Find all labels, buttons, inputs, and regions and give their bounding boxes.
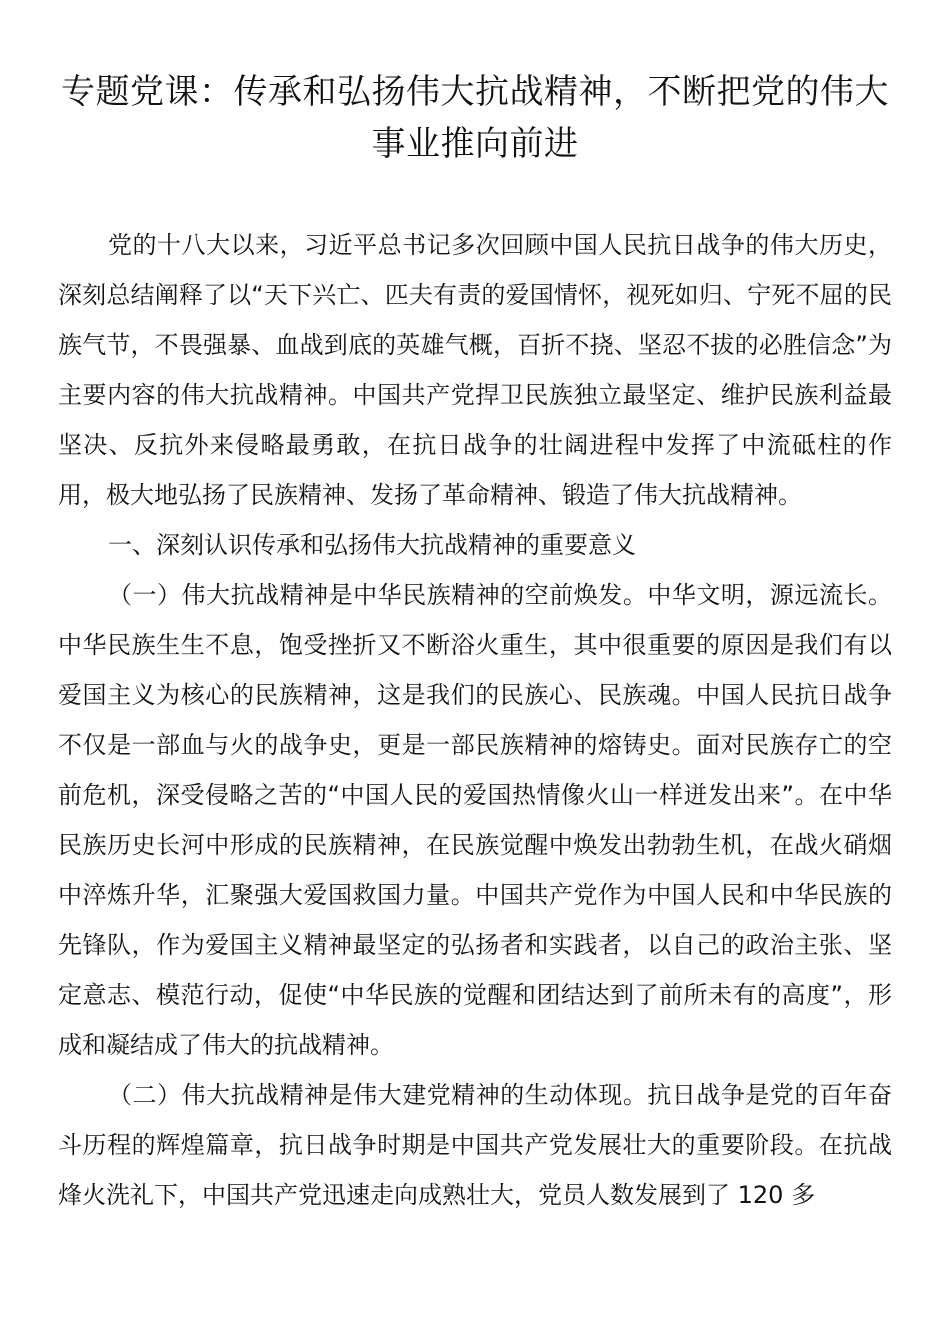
document-title: 专题党课：传承和弘扬伟大抗战精神，不断把党的伟大事业推向前进	[61, 72, 889, 164]
document-body	[58, 220, 892, 1220]
section-heading-1: 一、深刻认识传承和弘扬伟大抗战精神的重要意义	[108, 531, 636, 559]
paragraph-1-1: （一）伟大抗战精神是中华民族精神的空前焕发。中华文明，源远流长。中华民族生生不息，饱受挫折又不断浴火重生，其中很重要的原因是我们有以爱国主义为核心的民族精神，这是我们的民族心、民族魂。中国人民抗日战争不仅是一部血与火的战争史，更是一部民族精神的熔铸史。面对民族存亡的空前危机，深受侵略之苦的“中国人民的爱国热情像火山一样迸发出来”。在中华民族历史长河中形成的民族精神，在民族觉醒中焕发出勃勃生机，在战火硝烟中淬炼升华，汇聚强大爱国救国力量。中国共产党作为中国人民和中华民族的先锋队，作为爱国主义精神最坚定的弘扬者和实践者，以自己的政治主张、坚定意志、模范行动，促使“中华民族的觉醒和团结达到了前所未有的高度”，形成和凝结成了伟大的抗战精神。	[58, 581, 892, 1059]
paragraph-1-2: （二）伟大抗战精神是伟大建党精神的生动体现。抗日战争是党的百年奋斗历程的辉煌篇章，抗日战争时期是中国共产党发展壮大的重要阶段。在抗战烽火洗礼下，中国共产党迅速走向成熟壮大，党员人数发展到了 120 多	[58, 1081, 892, 1209]
paragraph-intro: 党的十八大以来，习近平总书记多次回顾中国人民抗日战争的伟大历史，深刻总结阐释了以“天下兴亡、匹夫有责的爱国情怀，视死如归、宁死不屈的民族气节，不畏强暴、血战到底的英雄气概，百折不挠、坚忍不拔的必胜信念”为主要内容的伟大抗战精神。中国共产党捍卫民族独立最坚定、维护民族利益最坚决、反抗外来侵略最勇敢，在抗日战争的壮阔进程中发挥了中流砥柱的作用，极大地弘扬了民族精神、发扬了革命精神、锻造了伟大抗战精神。	[58, 231, 892, 509]
